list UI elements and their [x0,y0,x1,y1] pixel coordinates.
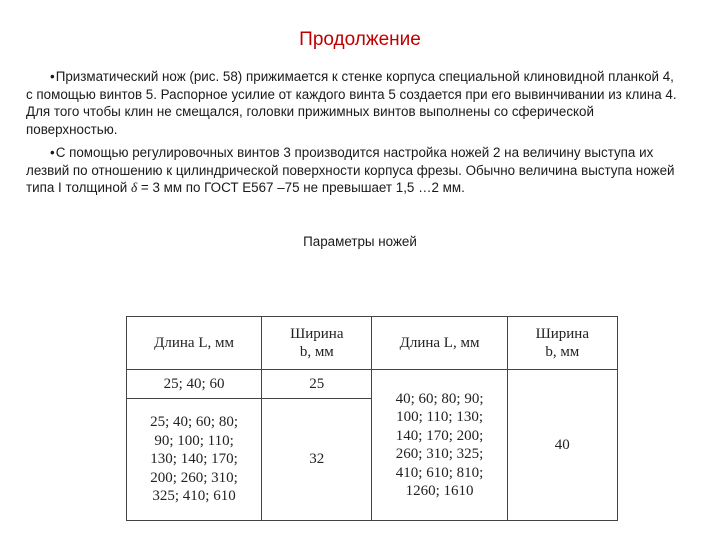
cell-length-merged: 40; 60; 80; 90; 100; 110; 130; 140; 170; 200; 260; 310; 325; 410; 610; 810; 1260; 1610 [372,370,507,521]
header-length-2: Длина L, мм [372,317,507,370]
cell-width-merged: 40 [507,370,617,521]
cell-width-row2: 32 [262,399,372,521]
cell-length-row1: 25; 40; 60 [127,370,262,399]
header-width-2: Ширина b, мм [507,317,617,370]
paragraph-knife-adjustment-text-end: = 3 мм по ГОСТ Е567 –75 не превышает 1,5 …2 мм. [137,180,465,195]
header-width-1: Ширина b, мм [262,317,372,370]
paragraph-knife-clamping-text: Призматический нож (рис. 58) прижимается к стенке корпуса специальной клиновидной планкой 4, с помощью винтов 5. Распорное усилие от каждого винта 5 создается при его вывинчивании из клина 4. Для того чтобы клин не смещался, головки прижимных винтов выполнены со сферической поверхностью. [26,69,677,137]
paragraph-knife-adjustment-text-start: С помощью регулировочных винтов 3 производится настройка ножей 2 на величину выступа их лезвий по отношению к цилиндрической поверхности корпуса фрезы. Обычно величина выступа ножей типа I толщиной [26,145,675,195]
delta-symbol: δ [130,180,138,195]
body-text [26,68,684,203]
bullet-marker: • [50,145,55,160]
paragraph-knife-clamping [26,68,684,138]
slide-title: Продолжение [299,29,421,50]
paragraph-knife-adjustment [26,144,684,197]
table-row [127,370,618,399]
cell-width-row1: 25 [262,370,372,399]
table-caption: Параметры ножей [303,234,417,249]
header-length-1: Длина L, мм [127,317,262,370]
bullet-marker: • [50,69,55,84]
cell-length-row2: 25; 40; 60; 80; 90; 100; 110; 130; 140; 170; 200; 260; 310; 325; 410; 610 [127,399,262,521]
knife-parameters-table [126,316,618,521]
table-header-row [127,317,618,370]
